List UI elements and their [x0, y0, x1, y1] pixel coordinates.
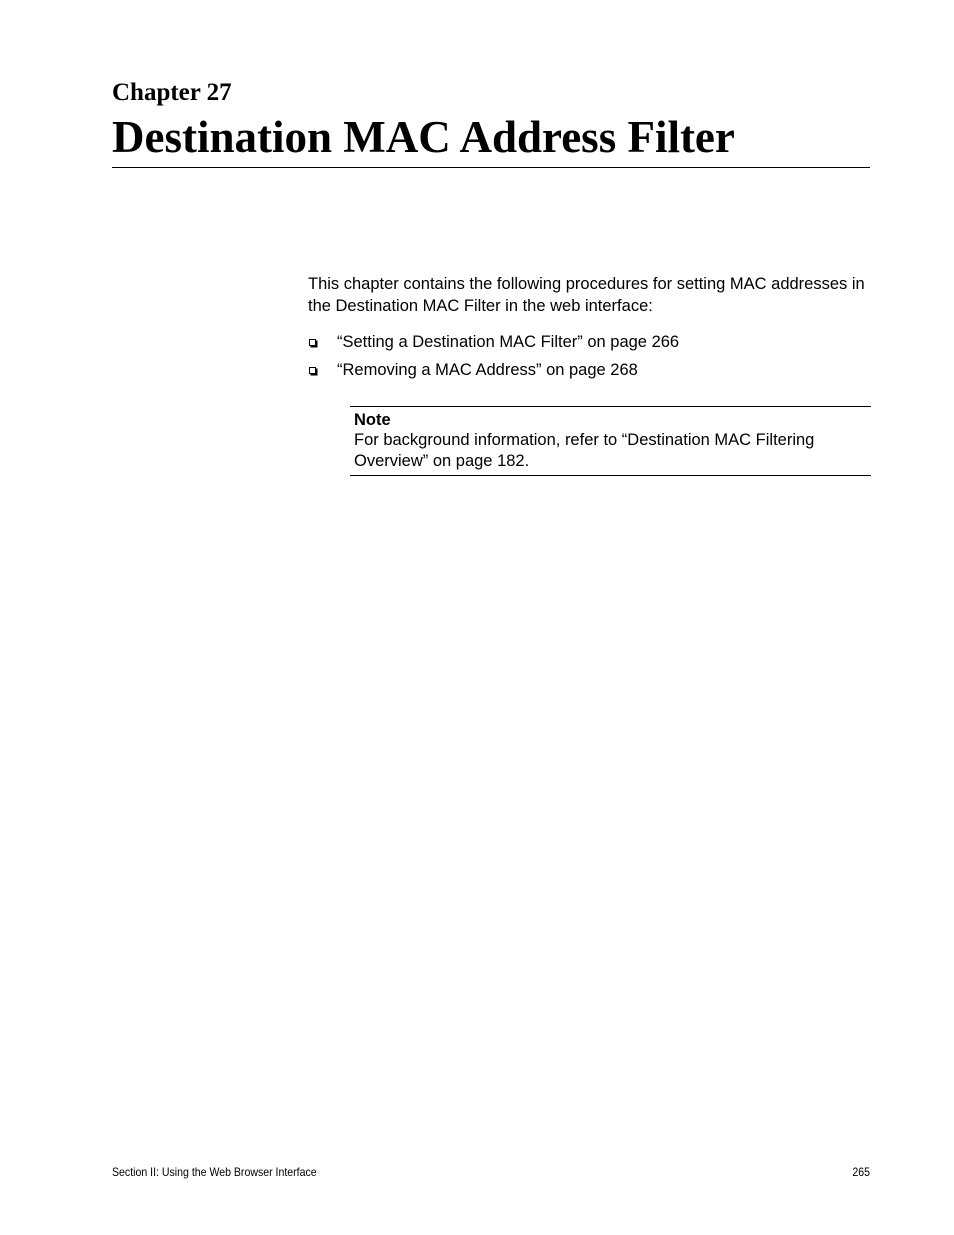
chapter-label: Chapter 27	[112, 79, 232, 106]
list-item	[308, 360, 873, 382]
footer-section-title: Section II: Using the Web Browser Interface	[112, 1165, 317, 1179]
list-item-text: “Removing a MAC Address” on page 268	[337, 361, 638, 379]
checkbox-bullet-icon	[309, 339, 316, 346]
footer-page-number: 265	[852, 1165, 870, 1179]
checkbox-bullet-icon	[309, 367, 316, 374]
intro-paragraph: This chapter contains the following procedures for setting MAC addresses in the Destination MAC Filter in the web interface:	[308, 275, 865, 315]
note-heading: Note	[354, 411, 391, 429]
note-box	[350, 406, 871, 476]
title-divider	[112, 167, 870, 168]
list-item	[308, 332, 873, 354]
note-text: For background information, refer to “Destination MAC Filtering Overview” on page 182.	[354, 431, 815, 470]
chapter-title: Destination MAC Address Filter	[112, 112, 735, 162]
procedure-list	[308, 332, 873, 388]
list-item-text: “Setting a Destination MAC Filter” on page 266	[337, 333, 680, 351]
